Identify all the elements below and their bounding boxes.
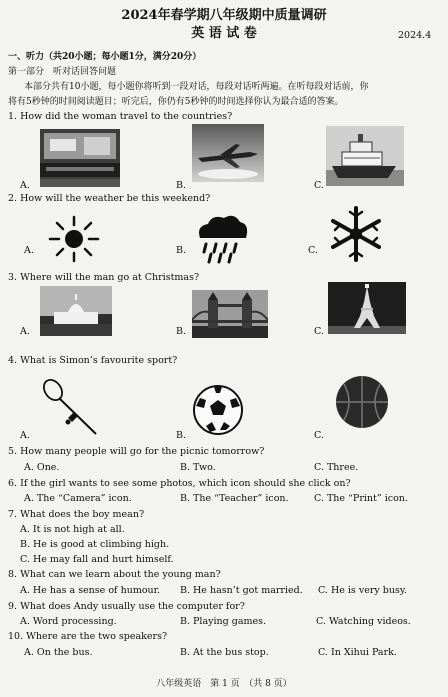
option-c: C. He is very busy. — [318, 585, 407, 596]
question-9: 9. What does Andy usually use the computer for? — [8, 601, 245, 612]
option-b: B. Playing games. — [180, 616, 267, 627]
option-letter: B. — [176, 430, 187, 441]
option-b: B. The “Teacher” icon. — [180, 493, 289, 504]
instructions-line-1: 本部分共有10小题，每小题你将听到一段对话，每段对话听两遍。在听每段对话前，你 — [24, 82, 369, 92]
option-a: A. It is not high at all. — [20, 524, 125, 535]
option-letter: B. — [176, 180, 187, 191]
tower-bridge-photo — [192, 290, 268, 338]
question-5: 5. How many people will go for the picnic tomorrow? — [8, 446, 265, 457]
question-4: 4. What is Simon’s favourite sport? — [8, 355, 178, 366]
eiffel-tower-photo — [328, 282, 406, 334]
option-c: C. Three. — [314, 462, 359, 473]
option-b: B. Two. — [180, 462, 216, 473]
option-b: B. He hasn’t got married. — [180, 585, 303, 596]
section-heading: 一、听力（共20小题；每小题1分，满分20分） — [8, 52, 202, 62]
option-a: A. One. — [24, 462, 60, 473]
option-letter: C. — [314, 430, 324, 441]
part-heading: 第一部分 听对话回答问题 — [8, 67, 117, 77]
question-3: 3. Where will the man go at Christmas? — [8, 272, 200, 283]
airplane-photo — [192, 124, 264, 182]
option-a: A. Word processing. — [20, 616, 117, 627]
option-letter: B. — [176, 245, 187, 256]
capitol-photo — [40, 286, 112, 336]
train-photo — [40, 129, 120, 187]
question-6: 6. If the girl wants to see some photos, which icon should she click on? — [8, 478, 351, 489]
sun-icon — [44, 214, 104, 264]
option-letter: A. — [20, 180, 30, 191]
option-letter: A. — [20, 430, 30, 441]
question-7: 7. What does the boy mean? — [8, 509, 145, 520]
option-b: B. At the bus stop. — [180, 647, 269, 658]
exam-title: 2024年春学期八年级期中质量调研 — [121, 8, 327, 23]
option-a: A. The “Camera” icon. — [24, 493, 132, 504]
exam-date: 2024.4 — [398, 30, 432, 41]
option-letter: C. — [314, 180, 324, 191]
badminton-icon — [40, 378, 100, 438]
exam-subtitle: 英 语 试 卷 — [191, 26, 257, 41]
option-letter: A. — [20, 326, 30, 337]
question-1: 1. How did the woman travel to the countries? — [8, 111, 233, 122]
snowflake-icon — [326, 204, 386, 264]
page-footer: 八年级英语 第 1 页 （共 8 页） — [156, 679, 292, 689]
question-2: 2. How will the weather be this weekend? — [8, 193, 211, 204]
option-letter: C. — [308, 245, 318, 256]
option-b: B. He is good at climbing high. — [20, 539, 170, 550]
instructions-line-2: 将有5秒钟的时间阅读题目；听完后，你仍有5秒钟的时间选择你认为最合适的答案。 — [8, 97, 344, 107]
option-c: C. Watching videos. — [316, 616, 411, 627]
question-8: 8. What can we learn about the young man? — [8, 569, 221, 580]
soccer-ball-icon — [192, 384, 244, 436]
option-a: A. On the bus. — [24, 647, 93, 658]
option-a: A. He has a sense of humour. — [20, 585, 161, 596]
ship-photo — [326, 126, 404, 186]
option-letter: C. — [314, 326, 324, 337]
rain-cloud-icon — [192, 212, 252, 264]
option-letter: B. — [176, 326, 187, 337]
option-c: C. The “Print” icon. — [314, 493, 408, 504]
question-10: 10. Where are the two speakers? — [8, 631, 168, 642]
basketball-icon — [334, 374, 390, 430]
option-c: C. In Xihui Park. — [318, 647, 397, 658]
option-c: C. He may fall and hurt himself. — [20, 554, 174, 565]
option-letter: A. — [24, 245, 34, 256]
